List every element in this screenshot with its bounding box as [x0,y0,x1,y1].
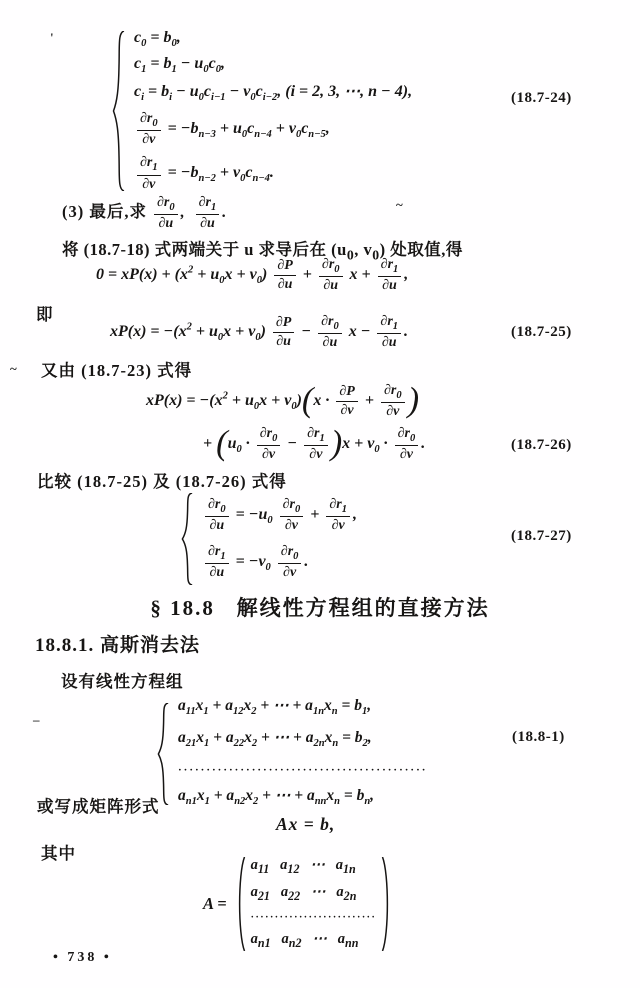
para-step3 [62,194,226,233]
word-namely: 即 [36,305,54,324]
equation-line: $\frac{\partial r_0}{\partial v}$ = $-b_{n-3} + u_0c_{n-4} + v_0c_{n-5}$, [134,110,412,149]
para-compare: 比较 (18.7-25) 及 (18.7-26) 式得 [37,472,287,491]
equation-line: $a_{11}x_1 + a_{12}x_2$ + ⋯ + $a_{1n}x_n = b_1$, [178,697,372,718]
equation-system-18-8-1 [157,693,427,815]
equation-line: $c_i = b_i - u_0c_{i-1} - v_0c_{i-2}$, (i = 2, 3, ⋯, n − 4), [134,83,413,104]
equation-system-18-7-27 [181,492,357,585]
equation-line: $\frac{\partial r_1}{\partial v}$ = $-b_{n-2} + v_0c_{n-4}$. [134,154,412,193]
scan-artifact: ~ [396,197,403,212]
equation-number-18-7-24: (18.7-24) [511,90,572,106]
para-step3-math: $\frac{\partial r_0}{\partial u}$ , $\frac{\partial r_1}{\partial u}$ . [147,204,226,221]
para-derivation: 将 (18.7-18) 式两端关于 u 求导后在 ($u_0$, $v_0$) 处取值,得 [62,240,463,263]
scan-artifact: ~ [10,361,17,376]
right-paren-icon [381,857,391,951]
section-heading: § 18.8 解线性方程组的直接方法 [150,596,490,620]
equation-number-18-7-27: (18.7-27) [511,528,572,544]
left-brace-icon [181,493,194,585]
equation-line: $c_0 = b_0$, [134,29,181,50]
matrix-a-lhs: A = [203,894,227,914]
para-matrix-form: 或写成矩阵形式 [37,797,160,816]
para-setup: 设有线性方程组 [61,672,184,691]
equation-line: $a_{n1}x_1 + a_{n2}x_2$ + ⋯ + $a_{nn}x_n = b_n$, [178,787,375,808]
equation-system-18-7-24 [112,26,412,196]
equation-line: $\frac{\partial r_1}{\partial u}$ = $-v_0$ $\frac{\partial r_0}{\partial v}$ . [202,543,357,582]
matrix-row: $a_{11}$ $a_{12}$ ⋯ $a_{1n}$ [250,857,356,876]
matrix-row: $a_{n1}$ $a_{n2}$ ⋯ $a_{nn}$ [250,930,359,950]
matrix-a [203,854,391,955]
scan-artifact: – [33,712,40,727]
para-step3-text: (3) 最后,求 [62,202,147,222]
matrix-ellipsis-row: ·························· [250,911,377,923]
left-brace-icon [157,703,170,805]
left-brace-icon [112,31,126,191]
eq-18-7-26-line2: + ($u_0$ · $\frac{\partial r_0}{\partial v}$ − $\frac{\partial r_1}{\partial v}$ )$x + v_0$ · $\frac{\partial r_0}{\partial v}$ . [203,424,426,463]
left-paren-icon [236,857,246,951]
eq-18-7-25: $xP(x) = -(x^2 + u_0x + v_0)$ $\frac{\partial P}{\partial u}$ − $\frac{\partial r_0}{\partial u}$ x − $\frac{\partial r_1}{\partial u}$ . [110,314,409,351]
equation-line: $a_{21}x_1 + a_{22}x_2$ + ⋯ + $a_{2n}x_n = b_2$, [178,729,372,750]
equation-number-18-7-26: (18.7-26) [511,437,572,453]
equation-number-18-8-1: (18.8-1) [512,729,565,745]
equation-line: $c_1 = b_1 - u_0c_0$, [134,55,225,76]
eq-18-7-26-line1: $xP(x) = -(x^2 + u_0x + v_0)(x$ · $\frac{\partial P}{\partial v}$ + $\frac{\partial r_0}{\partial v}$ ) [146,381,420,420]
matrix-row: $a_{21}$ $a_{22}$ ⋯ $a_{2n}$ [250,883,357,903]
para-from-18-7-23: 又由 (18.7-23) 式得 [41,361,193,380]
scan-artifact: ' [50,30,54,45]
para-where: 其中 [41,844,76,863]
subsection-heading: 18.8.1. 高斯消去法 [35,635,201,656]
page-number: • 738 • [53,950,112,965]
ellipsis-row: ············································ [178,764,428,777]
equation-number-18-7-25: (18.7-25) [511,324,572,340]
equation-line: $\frac{\partial r_0}{\partial u}$ = $-u_0$ $\frac{\partial r_0}{\partial v}$ + $\frac{\partial r_1}{\partial v}$ , [202,496,357,535]
eq-matrix-form: Ax = b, [276,814,336,834]
eq-balance: $0 = xP(x) + (x^2 + u_0x + v_0)$ $\frac{\partial P}{\partial u}$ + $\frac{\partial r_0}{\partial u}$ x + $\frac{\partial r_1}{\partial u}$ , [96,257,409,294]
